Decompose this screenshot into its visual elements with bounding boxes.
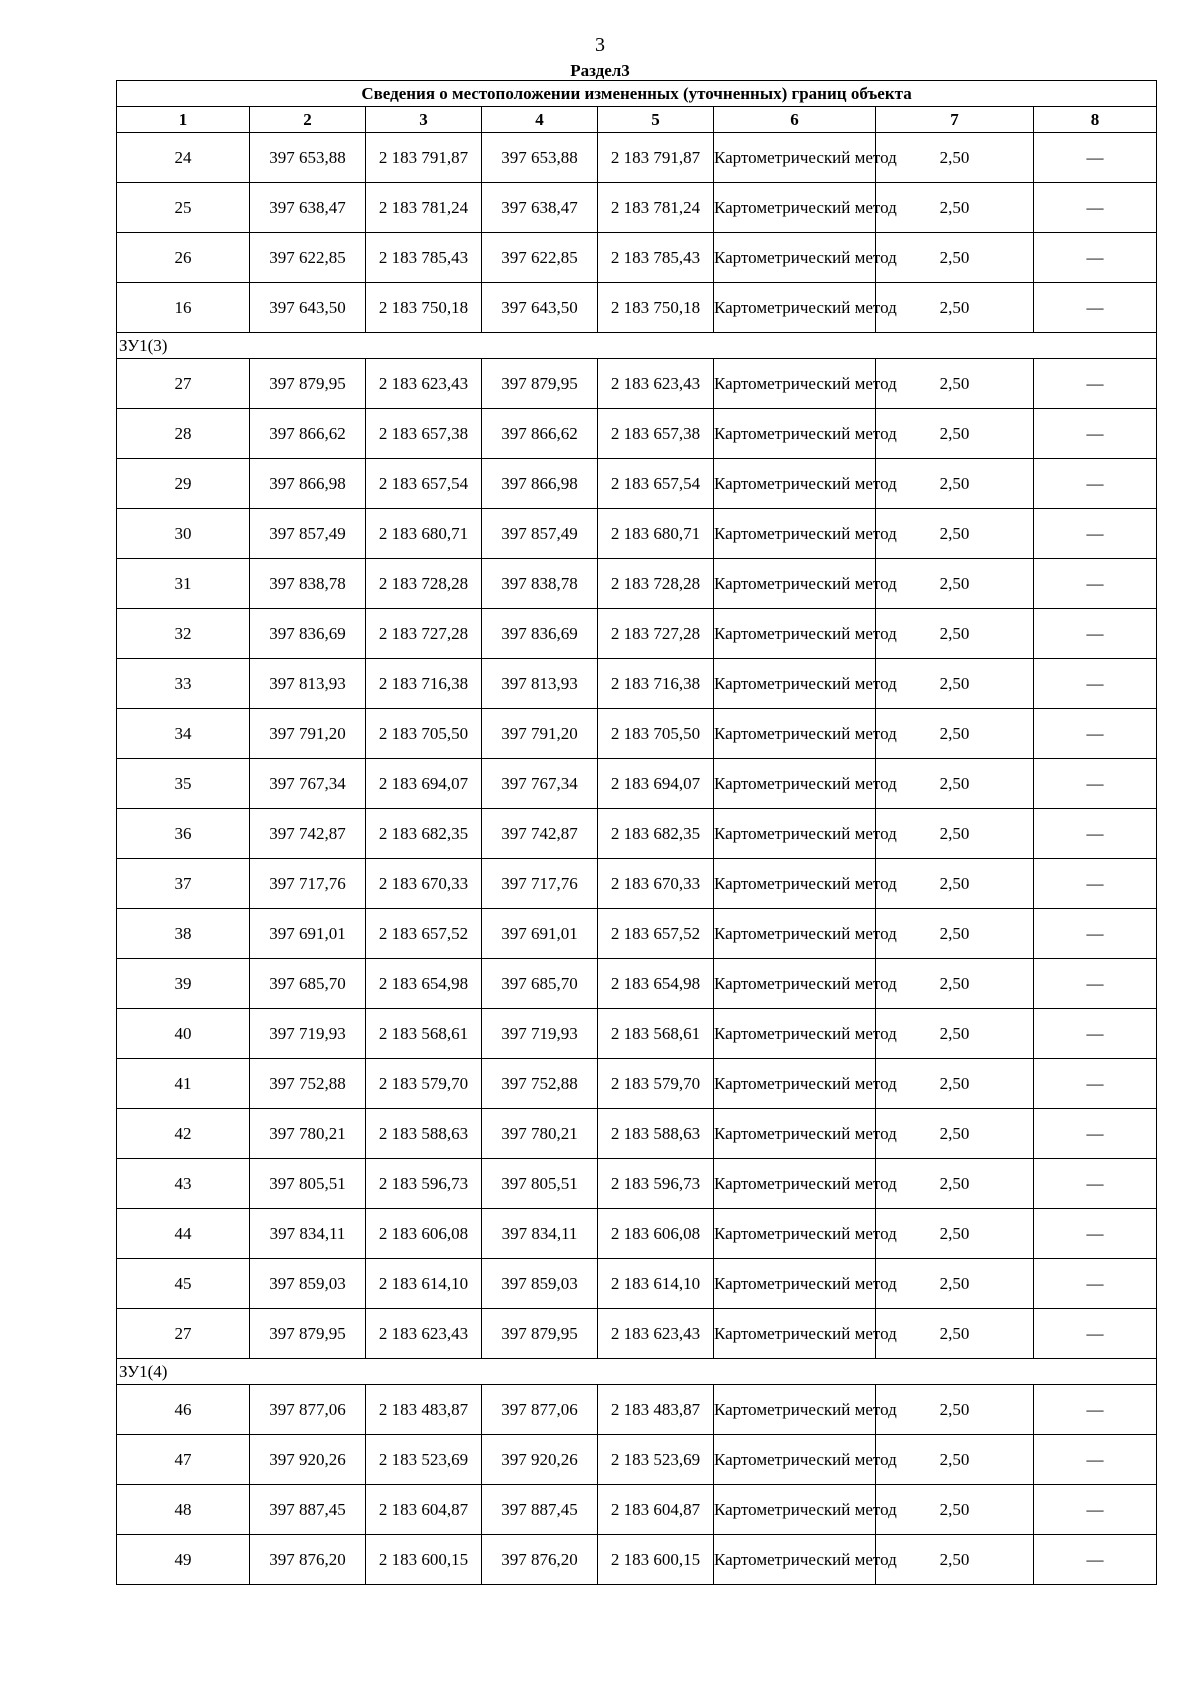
accuracy-cell: 2,50 [876, 283, 1034, 333]
description-cell: — [1034, 1309, 1157, 1359]
method-cell: Картометрический метод [714, 283, 876, 333]
x-old-cell: 397 767,34 [250, 759, 366, 809]
description-cell: — [1034, 509, 1157, 559]
accuracy-cell: 2,50 [876, 1159, 1034, 1209]
description-cell: — [1034, 1485, 1157, 1535]
x-old-cell: 397 752,88 [250, 1059, 366, 1109]
accuracy-cell: 2,50 [876, 1385, 1034, 1435]
description-cell: — [1034, 409, 1157, 459]
y-old-cell: 2 183 606,08 [366, 1209, 482, 1259]
x-old-cell: 397 877,06 [250, 1385, 366, 1435]
x-old-cell: 397 742,87 [250, 809, 366, 859]
table-row [117, 1535, 1157, 1585]
group-label: ЗУ1(4) [117, 1359, 1157, 1385]
table-row [117, 233, 1157, 283]
method-cell: Картометрический метод [714, 1535, 876, 1585]
y-new-cell: 2 183 657,54 [598, 459, 714, 509]
method-cell: Картометрический метод [714, 909, 876, 959]
column-number-header: 8 [1034, 107, 1157, 133]
y-old-cell: 2 183 657,54 [366, 459, 482, 509]
description-cell: — [1034, 1385, 1157, 1435]
y-new-cell: 2 183 705,50 [598, 709, 714, 759]
table-row [117, 1485, 1157, 1535]
x-old-cell: 397 780,21 [250, 1109, 366, 1159]
x-old-cell: 397 691,01 [250, 909, 366, 959]
method-cell: Картометрический метод [714, 459, 876, 509]
accuracy-cell: 2,50 [876, 133, 1034, 183]
group-row [117, 1359, 1157, 1385]
point-number-cell: 49 [117, 1535, 250, 1585]
y-new-cell: 2 183 785,43 [598, 233, 714, 283]
x-old-cell: 397 920,26 [250, 1435, 366, 1485]
accuracy-cell: 2,50 [876, 409, 1034, 459]
point-number-cell: 48 [117, 1485, 250, 1535]
x-new-cell: 397 879,95 [482, 1309, 598, 1359]
x-old-cell: 397 719,93 [250, 1009, 366, 1059]
column-number-header: 2 [250, 107, 366, 133]
x-new-cell: 397 887,45 [482, 1485, 598, 1535]
accuracy-cell: 2,50 [876, 183, 1034, 233]
y-old-cell: 2 183 670,33 [366, 859, 482, 909]
x-old-cell: 397 717,76 [250, 859, 366, 909]
description-cell: — [1034, 1009, 1157, 1059]
x-new-cell: 397 834,11 [482, 1209, 598, 1259]
x-old-cell: 397 866,62 [250, 409, 366, 459]
x-old-cell: 397 879,95 [250, 1309, 366, 1359]
table-row [117, 459, 1157, 509]
point-number-cell: 44 [117, 1209, 250, 1259]
accuracy-cell: 2,50 [876, 509, 1034, 559]
y-old-cell: 2 183 694,07 [366, 759, 482, 809]
y-old-cell: 2 183 600,15 [366, 1535, 482, 1585]
accuracy-cell: 2,50 [876, 1209, 1034, 1259]
accuracy-cell: 2,50 [876, 459, 1034, 509]
x-new-cell: 397 685,70 [482, 959, 598, 1009]
table-row [117, 859, 1157, 909]
table-row [117, 659, 1157, 709]
x-old-cell: 397 643,50 [250, 283, 366, 333]
description-cell: — [1034, 559, 1157, 609]
accuracy-cell: 2,50 [876, 359, 1034, 409]
point-number-cell: 47 [117, 1435, 250, 1485]
description-cell: — [1034, 809, 1157, 859]
x-old-cell: 397 866,98 [250, 459, 366, 509]
method-cell: Картометрический метод [714, 809, 876, 859]
table-row [117, 359, 1157, 409]
description-cell: — [1034, 233, 1157, 283]
method-cell: Картометрический метод [714, 359, 876, 409]
column-number-header: 4 [482, 107, 598, 133]
x-new-cell: 397 742,87 [482, 809, 598, 859]
x-new-cell: 397 719,93 [482, 1009, 598, 1059]
y-old-cell: 2 183 781,24 [366, 183, 482, 233]
method-cell: Картометрический метод [714, 1385, 876, 1435]
table-row [117, 283, 1157, 333]
y-old-cell: 2 183 680,71 [366, 509, 482, 559]
y-old-cell: 2 183 579,70 [366, 1059, 482, 1109]
method-cell: Картометрический метод [714, 233, 876, 283]
y-new-cell: 2 183 623,43 [598, 1309, 714, 1359]
accuracy-cell: 2,50 [876, 1109, 1034, 1159]
x-old-cell: 397 685,70 [250, 959, 366, 1009]
point-number-cell: 46 [117, 1385, 250, 1435]
x-new-cell: 397 857,49 [482, 509, 598, 559]
y-new-cell: 2 183 654,98 [598, 959, 714, 1009]
y-new-cell: 2 183 596,73 [598, 1159, 714, 1209]
accuracy-cell: 2,50 [876, 559, 1034, 609]
description-cell: — [1034, 1209, 1157, 1259]
table-row [117, 409, 1157, 459]
x-new-cell: 397 813,93 [482, 659, 598, 709]
accuracy-cell: 2,50 [876, 609, 1034, 659]
y-new-cell: 2 183 657,52 [598, 909, 714, 959]
x-new-cell: 397 876,20 [482, 1535, 598, 1585]
table-row [117, 183, 1157, 233]
y-old-cell: 2 183 614,10 [366, 1259, 482, 1309]
x-new-cell: 397 791,20 [482, 709, 598, 759]
accuracy-cell: 2,50 [876, 1485, 1034, 1535]
y-new-cell: 2 183 523,69 [598, 1435, 714, 1485]
y-new-cell: 2 183 604,87 [598, 1485, 714, 1535]
accuracy-cell: 2,50 [876, 809, 1034, 859]
y-new-cell: 2 183 682,35 [598, 809, 714, 859]
point-number-cell: 32 [117, 609, 250, 659]
point-number-cell: 42 [117, 1109, 250, 1159]
x-old-cell: 397 622,85 [250, 233, 366, 283]
description-cell: — [1034, 859, 1157, 909]
y-old-cell: 2 183 654,98 [366, 959, 482, 1009]
y-old-cell: 2 183 728,28 [366, 559, 482, 609]
y-new-cell: 2 183 750,18 [598, 283, 714, 333]
table-row [117, 1209, 1157, 1259]
x-old-cell: 397 653,88 [250, 133, 366, 183]
method-cell: Картометрический метод [714, 1435, 876, 1485]
y-new-cell: 2 183 483,87 [598, 1385, 714, 1435]
accuracy-cell: 2,50 [876, 1535, 1034, 1585]
group-row [117, 333, 1157, 359]
accuracy-cell: 2,50 [876, 909, 1034, 959]
point-number-cell: 36 [117, 809, 250, 859]
y-new-cell: 2 183 657,38 [598, 409, 714, 459]
x-old-cell: 397 791,20 [250, 709, 366, 759]
y-new-cell: 2 183 791,87 [598, 133, 714, 183]
x-old-cell: 397 834,11 [250, 1209, 366, 1259]
x-new-cell: 397 752,88 [482, 1059, 598, 1109]
accuracy-cell: 2,50 [876, 859, 1034, 909]
y-old-cell: 2 183 750,18 [366, 283, 482, 333]
y-old-cell: 2 183 727,28 [366, 609, 482, 659]
x-old-cell: 397 813,93 [250, 659, 366, 709]
table-row [117, 1435, 1157, 1485]
table-row [117, 559, 1157, 609]
y-old-cell: 2 183 657,38 [366, 409, 482, 459]
y-new-cell: 2 183 623,43 [598, 359, 714, 409]
column-number-header: 5 [598, 107, 714, 133]
point-number-cell: 27 [117, 359, 250, 409]
point-number-cell: 16 [117, 283, 250, 333]
description-cell: — [1034, 283, 1157, 333]
x-new-cell: 397 838,78 [482, 559, 598, 609]
x-old-cell: 397 857,49 [250, 509, 366, 559]
x-old-cell: 397 879,95 [250, 359, 366, 409]
group-label: ЗУ1(3) [117, 333, 1157, 359]
method-cell: Картометрический метод [714, 409, 876, 459]
description-cell: — [1034, 959, 1157, 1009]
accuracy-cell: 2,50 [876, 1259, 1034, 1309]
accuracy-cell: 2,50 [876, 709, 1034, 759]
x-new-cell: 397 866,98 [482, 459, 598, 509]
table-row [117, 133, 1157, 183]
table-body [117, 133, 1157, 1585]
table-row [117, 809, 1157, 859]
table-row [117, 1059, 1157, 1109]
point-number-cell: 43 [117, 1159, 250, 1209]
x-new-cell: 397 920,26 [482, 1435, 598, 1485]
accuracy-cell: 2,50 [876, 1009, 1034, 1059]
y-old-cell: 2 183 483,87 [366, 1385, 482, 1435]
x-new-cell: 397 638,47 [482, 183, 598, 233]
description-cell: — [1034, 759, 1157, 809]
description-cell: — [1034, 709, 1157, 759]
x-new-cell: 397 780,21 [482, 1109, 598, 1159]
description-cell: — [1034, 183, 1157, 233]
y-new-cell: 2 183 614,10 [598, 1259, 714, 1309]
accuracy-cell: 2,50 [876, 233, 1034, 283]
point-number-cell: 28 [117, 409, 250, 459]
x-old-cell: 397 805,51 [250, 1159, 366, 1209]
table-row [117, 959, 1157, 1009]
y-old-cell: 2 183 785,43 [366, 233, 482, 283]
y-new-cell: 2 183 588,63 [598, 1109, 714, 1159]
point-number-cell: 31 [117, 559, 250, 609]
method-cell: Картометрический метод [714, 1309, 876, 1359]
point-number-cell: 35 [117, 759, 250, 809]
y-new-cell: 2 183 600,15 [598, 1535, 714, 1585]
y-old-cell: 2 183 682,35 [366, 809, 482, 859]
y-new-cell: 2 183 727,28 [598, 609, 714, 659]
y-old-cell: 2 183 604,87 [366, 1485, 482, 1535]
accuracy-cell: 2,50 [876, 659, 1034, 709]
x-new-cell: 397 836,69 [482, 609, 598, 659]
accuracy-cell: 2,50 [876, 759, 1034, 809]
point-number-cell: 27 [117, 1309, 250, 1359]
table-row [117, 1009, 1157, 1059]
x-new-cell: 397 877,06 [482, 1385, 598, 1435]
y-old-cell: 2 183 657,52 [366, 909, 482, 959]
column-number-header: 1 [117, 107, 250, 133]
y-new-cell: 2 183 670,33 [598, 859, 714, 909]
description-cell: — [1034, 1259, 1157, 1309]
y-old-cell: 2 183 596,73 [366, 1159, 482, 1209]
method-cell: Картометрический метод [714, 1009, 876, 1059]
point-number-cell: 38 [117, 909, 250, 959]
point-number-cell: 26 [117, 233, 250, 283]
description-cell: — [1034, 133, 1157, 183]
table-row [117, 1259, 1157, 1309]
method-cell: Картометрический метод [714, 183, 876, 233]
y-old-cell: 2 183 588,63 [366, 1109, 482, 1159]
method-cell: Картометрический метод [714, 1159, 876, 1209]
y-new-cell: 2 183 728,28 [598, 559, 714, 609]
point-number-cell: 33 [117, 659, 250, 709]
y-new-cell: 2 183 568,61 [598, 1009, 714, 1059]
accuracy-cell: 2,50 [876, 1435, 1034, 1485]
column-number-header: 3 [366, 107, 482, 133]
accuracy-cell: 2,50 [876, 1309, 1034, 1359]
y-new-cell: 2 183 606,08 [598, 1209, 714, 1259]
page-number: 3 [595, 34, 605, 56]
y-new-cell: 2 183 579,70 [598, 1059, 714, 1109]
table-row [117, 909, 1157, 959]
x-new-cell: 397 859,03 [482, 1259, 598, 1309]
point-number-cell: 30 [117, 509, 250, 559]
method-cell: Картометрический метод [714, 1485, 876, 1535]
y-old-cell: 2 183 791,87 [366, 133, 482, 183]
x-new-cell: 397 767,34 [482, 759, 598, 809]
point-number-cell: 29 [117, 459, 250, 509]
x-new-cell: 397 866,62 [482, 409, 598, 459]
method-cell: Картометрический метод [714, 1059, 876, 1109]
y-old-cell: 2 183 623,43 [366, 1309, 482, 1359]
y-old-cell: 2 183 523,69 [366, 1435, 482, 1485]
method-cell: Картометрический метод [714, 659, 876, 709]
x-old-cell: 397 838,78 [250, 559, 366, 609]
point-number-cell: 34 [117, 709, 250, 759]
point-number-cell: 41 [117, 1059, 250, 1109]
description-cell: — [1034, 359, 1157, 409]
point-number-cell: 37 [117, 859, 250, 909]
y-new-cell: 2 183 680,71 [598, 509, 714, 559]
table-row [117, 1109, 1157, 1159]
x-old-cell: 397 638,47 [250, 183, 366, 233]
method-cell: Картометрический метод [714, 1109, 876, 1159]
method-cell: Картометрический метод [714, 559, 876, 609]
y-new-cell: 2 183 716,38 [598, 659, 714, 709]
description-cell: — [1034, 609, 1157, 659]
point-number-cell: 45 [117, 1259, 250, 1309]
method-cell: Картометрический метод [714, 609, 876, 659]
x-new-cell: 397 691,01 [482, 909, 598, 959]
description-cell: — [1034, 1535, 1157, 1585]
point-number-cell: 25 [117, 183, 250, 233]
x-new-cell: 397 805,51 [482, 1159, 598, 1209]
x-old-cell: 397 836,69 [250, 609, 366, 659]
method-cell: Картометрический метод [714, 709, 876, 759]
point-number-cell: 24 [117, 133, 250, 183]
x-new-cell: 397 717,76 [482, 859, 598, 909]
table-row [117, 1159, 1157, 1209]
column-number-header: 7 [876, 107, 1034, 133]
table-row [117, 509, 1157, 559]
description-cell: — [1034, 1109, 1157, 1159]
x-old-cell: 397 876,20 [250, 1535, 366, 1585]
description-cell: — [1034, 459, 1157, 509]
method-cell: Картометрический метод [714, 509, 876, 559]
x-new-cell: 397 643,50 [482, 283, 598, 333]
column-number-header: 6 [714, 107, 876, 133]
x-new-cell: 397 622,85 [482, 233, 598, 283]
y-new-cell: 2 183 781,24 [598, 183, 714, 233]
table-row [117, 709, 1157, 759]
method-cell: Картометрический метод [714, 1259, 876, 1309]
x-old-cell: 397 887,45 [250, 1485, 366, 1535]
method-cell: Картометрический метод [714, 1209, 876, 1259]
y-new-cell: 2 183 694,07 [598, 759, 714, 809]
point-number-cell: 39 [117, 959, 250, 1009]
table-caption: Сведения о местоположении измененных (уточненных) границ объекта [117, 81, 1157, 107]
description-cell: — [1034, 1435, 1157, 1485]
table-row [117, 609, 1157, 659]
method-cell: Картометрический метод [714, 959, 876, 1009]
description-cell: — [1034, 659, 1157, 709]
y-old-cell: 2 183 716,38 [366, 659, 482, 709]
method-cell: Картометрический метод [714, 133, 876, 183]
y-old-cell: 2 183 705,50 [366, 709, 482, 759]
accuracy-cell: 2,50 [876, 959, 1034, 1009]
description-cell: — [1034, 1059, 1157, 1109]
y-old-cell: 2 183 568,61 [366, 1009, 482, 1059]
table-row [117, 759, 1157, 809]
point-number-cell: 40 [117, 1009, 250, 1059]
column-number-row [117, 107, 1157, 133]
method-cell: Картометрический метод [714, 759, 876, 809]
method-cell: Картометрический метод [714, 859, 876, 909]
x-new-cell: 397 879,95 [482, 359, 598, 409]
x-old-cell: 397 859,03 [250, 1259, 366, 1309]
coordinates-table [116, 80, 1157, 1585]
y-old-cell: 2 183 623,43 [366, 359, 482, 409]
table-row [117, 1309, 1157, 1359]
x-new-cell: 397 653,88 [482, 133, 598, 183]
table-row [117, 1385, 1157, 1435]
description-cell: — [1034, 909, 1157, 959]
accuracy-cell: 2,50 [876, 1059, 1034, 1109]
section-title: Раздел3 [570, 61, 630, 80]
description-cell: — [1034, 1159, 1157, 1209]
